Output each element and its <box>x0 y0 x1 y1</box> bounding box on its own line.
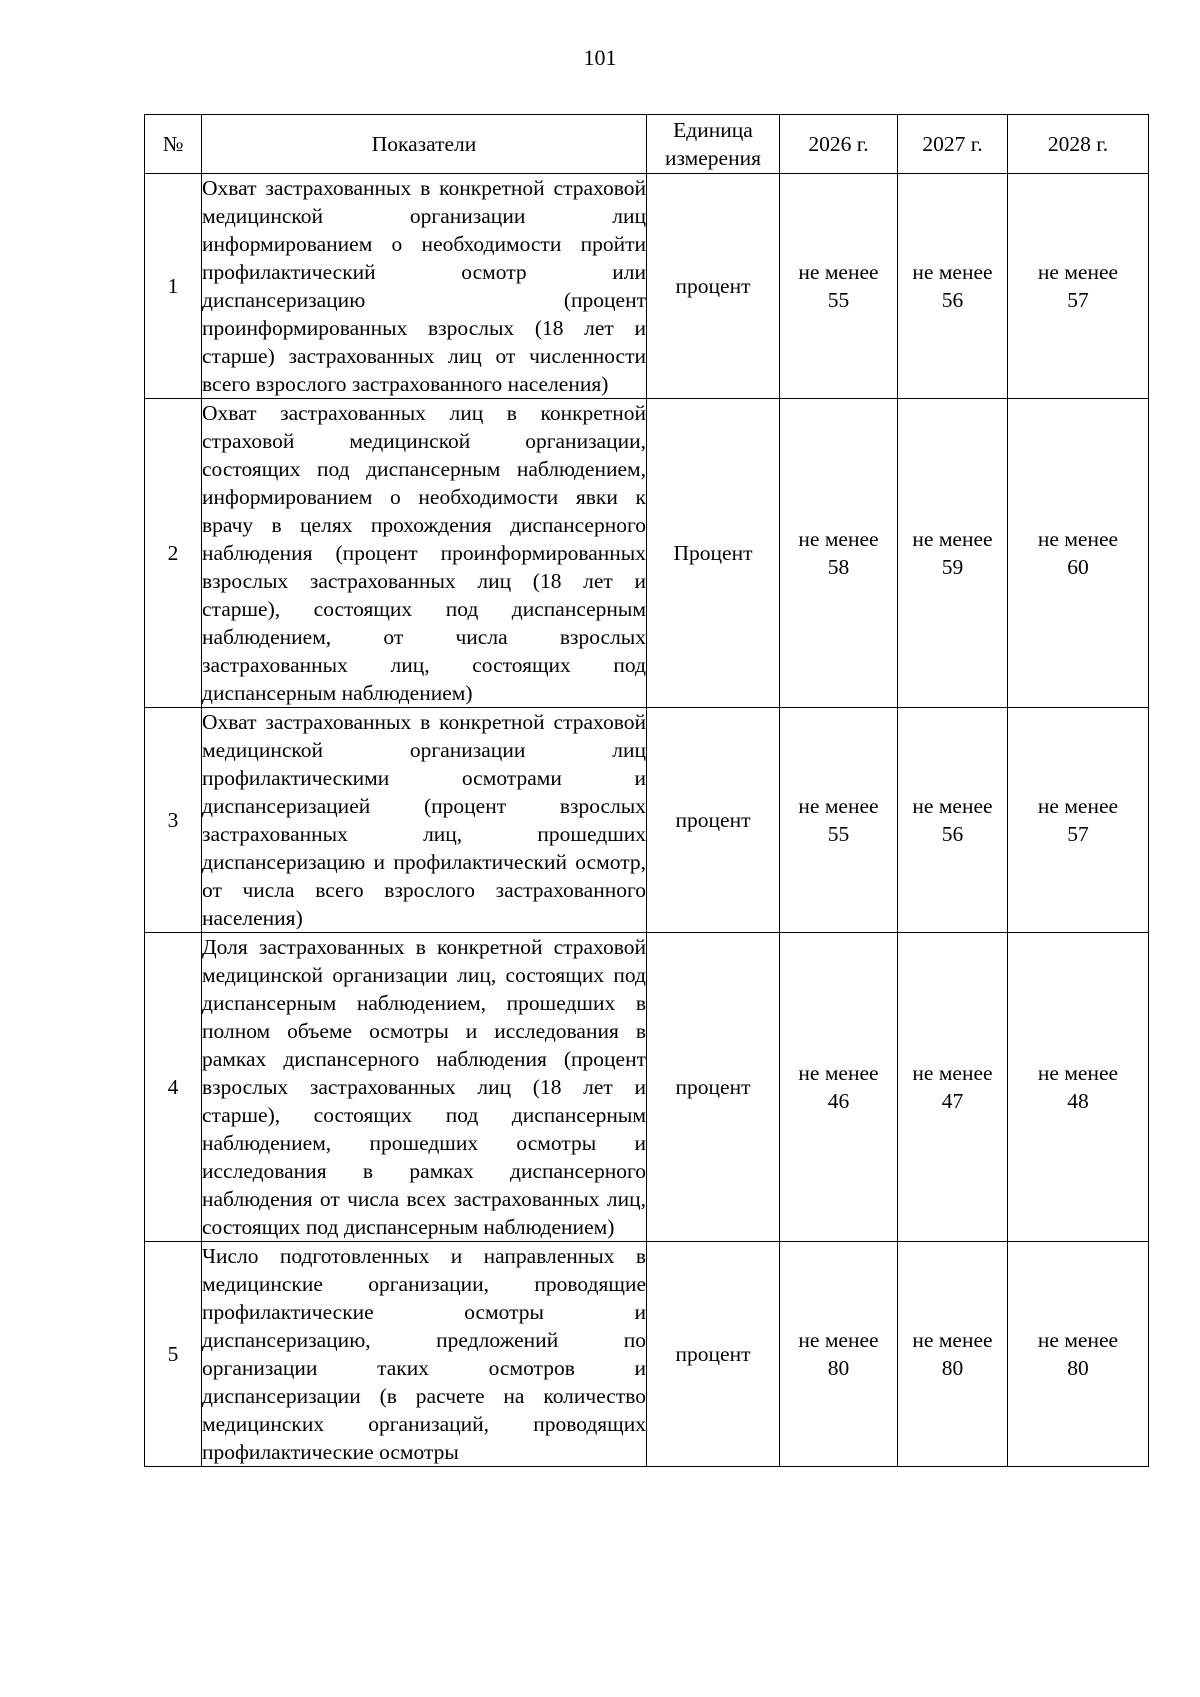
value-2028 <box>1008 399 1149 708</box>
value-2028 <box>1008 933 1149 1242</box>
value-2026 <box>780 933 898 1242</box>
value-label: не менее <box>1037 1328 1119 1352</box>
indicator-description: Охват застрахованных лиц в конкретной страховой медицинской организации, состоящих под диспансерным наблюдением, информированием о необходимости явки к врачу в целях прохождения диспансерного наблюдения (процент проинформированных взрослых застрахованных лиц (18 лет и старше), состоящих под диспансерным наблюдением, от числа взрослых застрахованных лиц, состоящих под диспансерным наблюдением) <box>202 399 647 708</box>
value-number: 46 <box>827 1089 850 1113</box>
value-2027 <box>898 1242 1008 1467</box>
value-number: 48 <box>1067 1089 1089 1113</box>
value-label: не менее <box>798 794 879 818</box>
row-number: 1 <box>145 174 202 399</box>
value-label: не менее <box>798 1061 879 1085</box>
indicator-description: Число подготовленных и направленных в медицинские организации, проводящие профилактические осмотры и диспансеризацию, предложений по организации таких осмотров и диспансеризации (в расчете на количество медицинских организаций, проводящих профилактические осмотры <box>202 1242 647 1467</box>
value-label: не менее <box>1037 260 1119 284</box>
value-number: 80 <box>941 1356 964 1380</box>
header-unit <box>647 115 780 174</box>
unit-cell: процент <box>647 708 780 933</box>
table-row <box>145 399 1149 708</box>
value-2027 <box>898 933 1008 1242</box>
value-number: 59 <box>941 555 964 579</box>
row-number: 5 <box>145 1242 202 1467</box>
value-label: не менее <box>1037 1061 1119 1085</box>
header-num: № <box>145 115 202 174</box>
indicator-description: Доля застрахованных в конкретной страховой медицинской организации лиц, состоящих под диспансерным наблюдением, прошедших в полном объеме осмотры и исследования в рамках диспансерного наблюдения (процент взрослых застрахованных лиц (18 лет и старше), состоящих под диспансерным наблюдением, прошедших осмотры и исследования в рамках диспансерного наблюдения от числа всех застрахованных лиц, состоящих под диспансерным наблюдением) <box>202 933 647 1242</box>
value-label: не менее <box>1037 794 1119 818</box>
value-label: не менее <box>798 527 879 551</box>
value-2027 <box>898 174 1008 399</box>
value-number: 57 <box>1067 822 1089 846</box>
value-label: не менее <box>798 1328 879 1352</box>
header-indicators: Показатели <box>202 115 647 174</box>
value-label: не менее <box>912 1061 993 1085</box>
value-number: 57 <box>1067 288 1089 312</box>
value-number: 56 <box>941 822 964 846</box>
value-2026 <box>780 1242 898 1467</box>
value-label: не менее <box>912 527 993 551</box>
row-number: 3 <box>145 708 202 933</box>
header-unit-line1: Единица <box>673 118 753 142</box>
header-unit-line2: измерения <box>664 146 762 170</box>
value-2026 <box>780 399 898 708</box>
value-2027 <box>898 708 1008 933</box>
header-year-2027: 2027 г. <box>898 115 1008 174</box>
value-number: 80 <box>1067 1356 1089 1380</box>
header-year-2028: 2028 г. <box>1008 115 1149 174</box>
value-label: не менее <box>1037 527 1119 551</box>
indicator-description: Охват застрахованных в конкретной страховой медицинской организации лиц информированием о необходимости пройти профилактический осмотр или диспансеризацию (процент проинформированных взрослых (18 лет и старше) застрахованных лиц от численности всего взрослого застрахованного населения) <box>202 174 647 399</box>
value-2028 <box>1008 1242 1149 1467</box>
value-number: 55 <box>827 822 850 846</box>
value-2028 <box>1008 708 1149 933</box>
value-label: не менее <box>798 260 879 284</box>
value-2026 <box>780 174 898 399</box>
unit-cell: процент <box>647 933 780 1242</box>
value-number: 47 <box>941 1089 964 1113</box>
row-number: 2 <box>145 399 202 708</box>
indicator-description: Охват застрахованных в конкретной страховой медицинской организации лиц профилактическими осмотрами и диспансеризацией (процент взрослых застрахованных лиц, прошедших диспансеризацию и профилактический осмотр, от числа всего взрослого застрахованного населения) <box>202 708 647 933</box>
table-row <box>145 174 1149 399</box>
value-number: 56 <box>941 288 964 312</box>
table-row <box>145 1242 1149 1467</box>
value-number: 60 <box>1067 555 1089 579</box>
indicators-table <box>144 114 1149 1467</box>
value-2026 <box>780 708 898 933</box>
value-number: 80 <box>827 1356 850 1380</box>
table-row <box>145 933 1149 1242</box>
value-number: 55 <box>827 288 850 312</box>
page-number: 101 <box>583 45 617 70</box>
header-year-2026: 2026 г. <box>780 115 898 174</box>
unit-cell: Процент <box>647 399 780 708</box>
value-number: 58 <box>827 555 850 579</box>
value-2028 <box>1008 174 1149 399</box>
table-row <box>145 708 1149 933</box>
value-2027 <box>898 399 1008 708</box>
value-label: не менее <box>912 1328 993 1352</box>
unit-cell: процент <box>647 174 780 399</box>
unit-cell: процент <box>647 1242 780 1467</box>
value-label: не менее <box>912 260 993 284</box>
row-number: 4 <box>145 933 202 1242</box>
table-header-row <box>145 115 1149 174</box>
value-label: не менее <box>912 794 993 818</box>
